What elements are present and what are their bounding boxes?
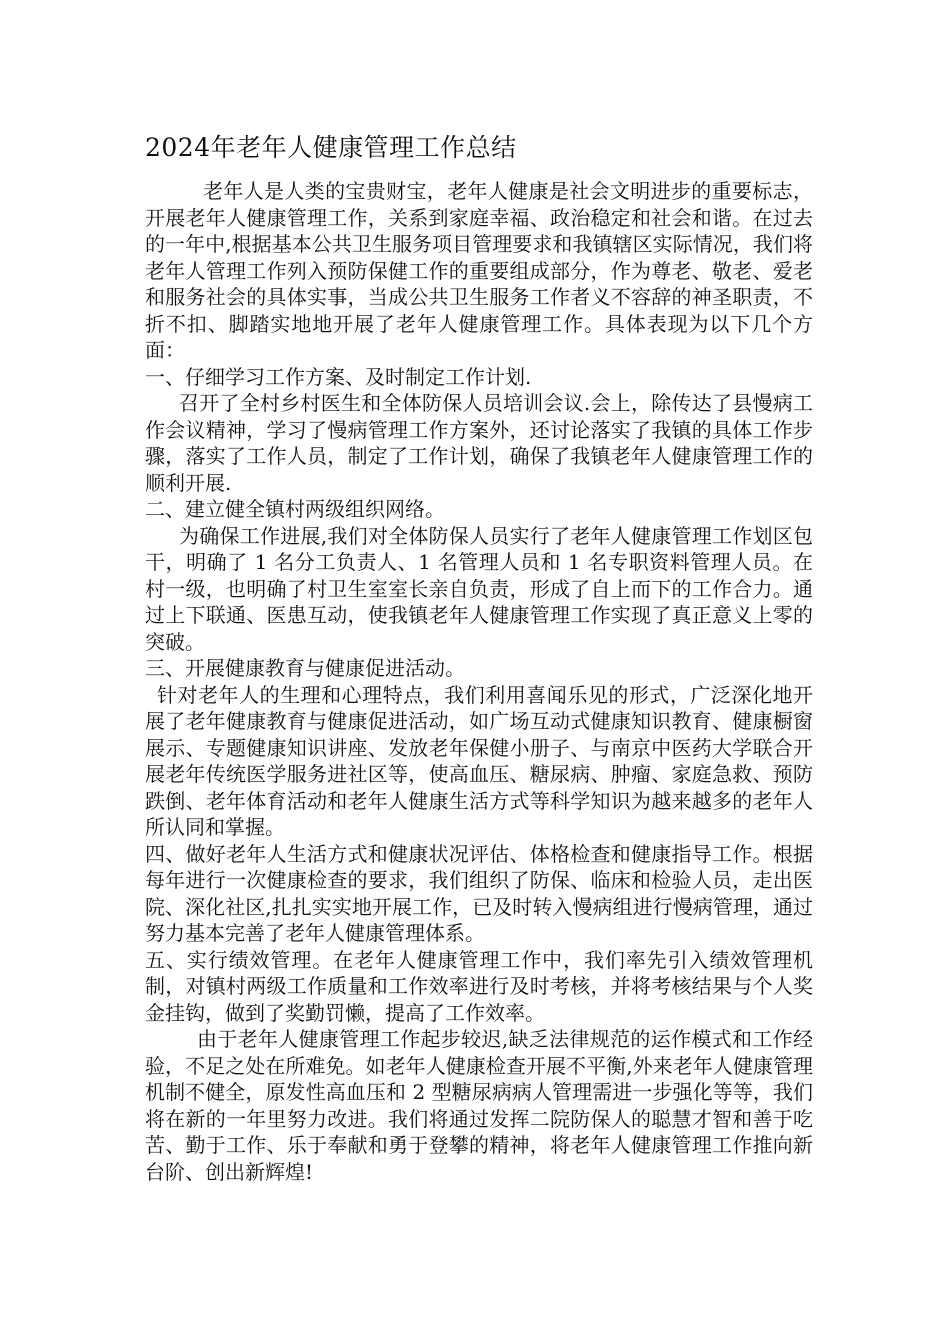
section-5-paragraph: 五、实行绩效管理。在老年人健康管理工作中，我们率先引入绩效管理机制，对镇村两级工作质量和工作效率进行及时考核，并将考核结果与个人奖金挂钩，做到了奖勤罚懒，提高了工作效率。 bbox=[145, 947, 813, 1025]
intro-paragraph: 老年人是人类的宝贵财宝，老年人健康是社会文明进步的重要标志，开展老年人健康管理工作，关系到家庭幸福、政治稳定和社会和谐。在过去的一年中,根据基本公共卫生服务项目管理要求和我镇辖区实际情况，我们将老年人管理工作列入预防保健工作的重要组成部分，作为尊老、敬老、爱老和服务社会的具体实事，当成公共卫生服务工作者义不容辞的神圣职责，不折不扣、脚踏实地地开展了老年人健康管理工作。具体表现为以下几个方面： bbox=[145, 179, 813, 362]
section-4-paragraph: 四、做好老年人生活方式和健康状况评估、体格检查和健康指导工作。根据每年进行一次健康检查的要求，我们组织了防保、临床和检验人员，走出医院、深化社区,扎扎实实地开展工作，已及时转入慢病组进行慢病管理，通过努力基本完善了老年人健康管理体系。 bbox=[145, 841, 813, 945]
section-2-body: 为确保工作进展,我们对全体防保人员实行了老年人健康管理工作划区包干，明确了 1 名分工负责人、1 名管理人员和 1 名专职资料管理人员。在村一级，也明确了村卫生室室长亲自负责，形成了自上而下的工作合力。通过上下联通、医患互动，使我镇老年人健康管理工作实现了真正意义上零的突破。 bbox=[145, 523, 813, 654]
document-title: 2024年老年人健康管理工作总结 bbox=[145, 133, 517, 162]
section-3-heading: 三、开展健康教育与健康促进活动。 bbox=[145, 656, 465, 680]
section-2-heading: 二、建立健全镇村两级组织网络。 bbox=[145, 497, 445, 521]
document-page bbox=[145, 130, 813, 1185]
section-1-heading: 一、仔细学习工作方案、及时制定工作计划. bbox=[145, 364, 532, 389]
conclusion-paragraph: 由于老年人健康管理工作起步较迟,缺乏法律规范的运作模式和工作经验，不足之处在所难免。如老年人健康检查开展不平衡,外来老年人健康管理机制不健全，原发性高血压和 2 型糖尿病病人管理需进一步强化等等，我们将在新的一年里努力改进。我们将通过发挥二院防保人的聪慧才智和善于吃苦、勤于工作、乐于奉献和勇于登攀的精神，将老年人健康管理工作推向新台阶、创出新辉煌! bbox=[145, 1027, 813, 1184]
section-3-body: 针对老年人的生理和心理特点，我们利用喜闻乐见的形式，广泛深化地开展了老年健康教育与健康促进活动，如广场互动式健康知识教育、健康橱窗展示、专题健康知识讲座、发放老年保健小册子、与南京中医药大学联合开展老年传统医学服务进社区等，使高血压、糖尿病、肿瘤、家庭急救、预防跌倒、老年体育活动和老年人健康生活方式等科学知识为越来越多的老年人所认同和掌握。 bbox=[145, 682, 813, 839]
section-1-body: 召开了全村乡村医生和全体防保人员培训会议.会上，除传达了县慢病工作会议精神，学习了慢病管理工作方案外，还讨论落实了我镇的具体工作步骤，落实了工作人员，制定了工作计划，确保了我镇老年人健康管理工作的顺利开展. bbox=[145, 391, 813, 495]
